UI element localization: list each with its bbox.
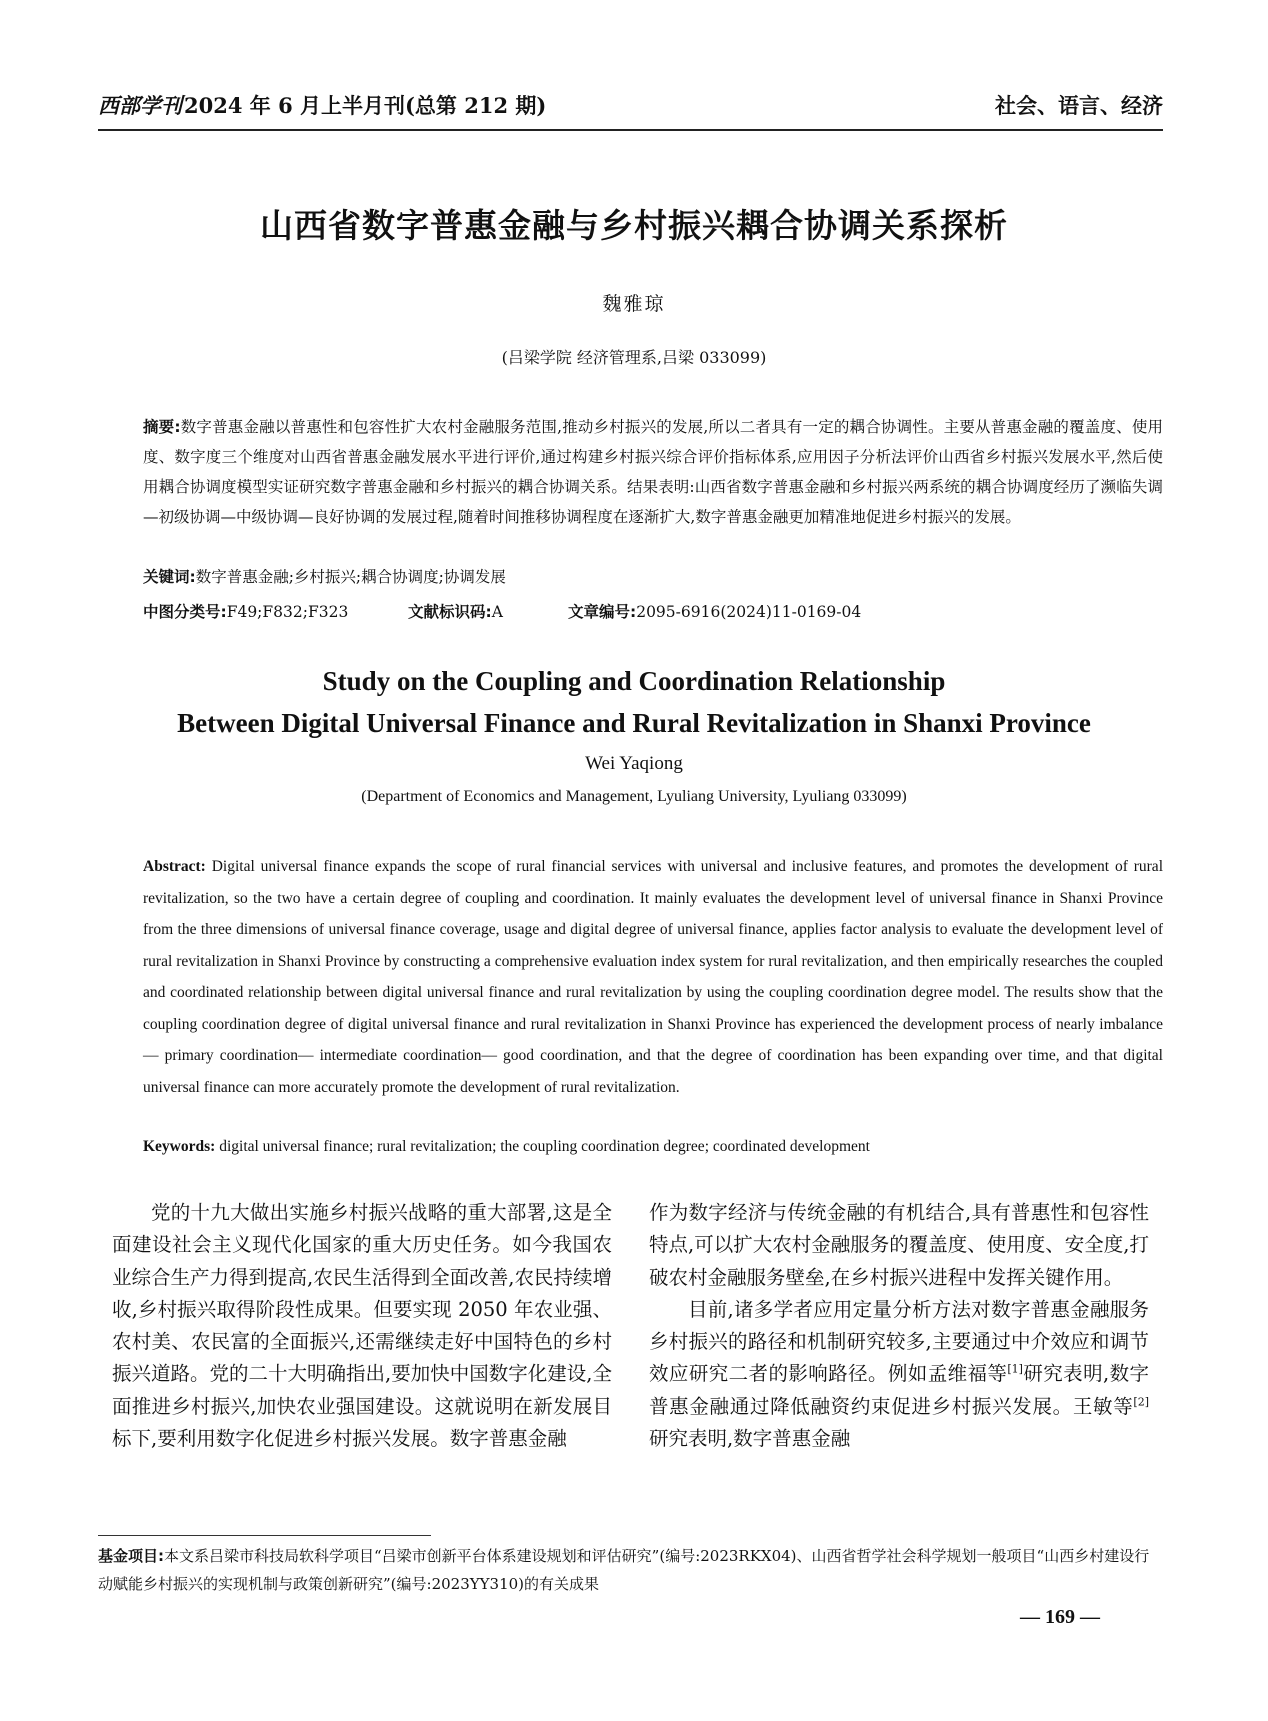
issue-info: 2024 年 6 月上半月刊(总第 212 期) [184, 93, 547, 118]
abstract-cn-label: 摘要: [143, 418, 181, 436]
abstract-cn [143, 412, 1163, 532]
affiliation-cn: (吕梁学院 经济管理系,吕梁 033099) [501, 348, 767, 367]
abstract-en [143, 851, 1163, 1103]
section-name: 社会、语言、经济 [995, 94, 1163, 118]
title-en-line1: Study on the Coupling and Coordination Relationship [322, 666, 946, 696]
body-paragraph: 目前,诸多学者应用定量分析方法对数字普惠金融服务乡村振兴的路径和机制研究较多,主要通过中介效应和调节效应研究二者的影响路径。例如孟维福等[1]研究表明,数字普惠金融通过降低融资约束促进乡村振兴发展。王敏等[2]研究表明,数字普惠金融 [649, 1297, 1149, 1451]
title-en-line2: Between Digital Universal Finance and Rural Revitalization in Shanxi Province [177, 708, 1091, 738]
affiliation-en: (Department of Economics and Management, Lyuliang University, Lyuliang 033099) [361, 788, 907, 805]
page-number: — 169 — [1020, 1606, 1100, 1628]
body-column-right [649, 1197, 1149, 1455]
body-column-left [112, 1197, 612, 1455]
keywords-en-text: digital universal finance; rural revitalization; the coupling coordination degree; coordinated development [215, 1138, 870, 1155]
footnote-divider [98, 1535, 431, 1536]
abstract-en-label: Abstract: [143, 858, 206, 875]
footnote-label: 基金项目: [98, 1547, 164, 1565]
title-cn: 山西省数字普惠金融与乡村振兴耦合协调关系探析 [260, 206, 1008, 245]
page-header [98, 90, 1163, 126]
keywords-en-label: Keywords: [143, 1138, 216, 1155]
keywords-cn-text: 数字普惠金融;乡村振兴;耦合协调度;协调发展 [195, 568, 506, 586]
journal-issue [98, 90, 546, 120]
body-paragraph: 作为数字经济与传统金融的有机结合,具有普惠性和包容性特点,可以扩大农村金融服务的覆盖度、使用度、安全度,打破农村金融服务壁垒,在乡村振兴进程中发挥关键作用。 [649, 1201, 1149, 1289]
body-paragraph: 党的十九大做出实施乡村振兴战略的重大部署,这是全面建设社会主义现代化国家的重大历史任务。如今我国农业综合生产力得到提高,农民生活得到全面改善,农民持续增收,乡村振兴取得阶段性成果。但要实现 2050 年农业强、农村美、农民富的全面振兴,还需继续走好中国特色的乡村振兴道路。党的二十大明确指出,要加快中国数字化建设,全面推进乡村振兴,加快农业强国建设。这就说明在新发展目标下,要利用数字化促进乡村振兴发展。数字普惠金融 [112, 1201, 612, 1451]
keywords-cn [143, 565, 1163, 587]
clc-code: 中图分类号:F49;F832;F323 [143, 603, 349, 621]
abstract-en-text: Digital universal finance expands the scope of rural financial services with universal and inclusive features, and promotes the development of rural revitalization, so the two have a certain degree of coupling and coordination. It mainly evaluates the development level of universal finance in Shanxi Province from the three dimensions of universal finance coverage, usage and digital degree of universal finance, applies factor analysis to evaluate the development level of rural revitalization in Shanxi Province by constructing a comprehensive evaluation index system for rural revitalization, and then empirically researches the coupled and coordinated relationship between digital universal finance and rural revitalization by using the coupling coordination degree model. The results show that the coupling coordination degree of digital universal finance and rural revitalization in Shanxi Province has experienced the development process of nearly imbalance— primary coordination— intermediate coordination— good coordination, and that the degree of coordination has been expanding over time, and that digital universal finance can more accurately promote the development of rural revitalization. [143, 858, 1163, 1096]
citation-ref[interactable]: [2] [1133, 1395, 1149, 1409]
footnote-text: 本文系吕梁市科技局软科学项目“吕梁市创新平台体系建设规划和评估研究”(编号:2023RKX04)、山西省哲学社会科学规划一般项目“山西乡村建设行动赋能乡村振兴的实现机制与政策创新研究”(编号:2023YY310)的有关成果 [98, 1547, 1150, 1593]
article-number: 文章编号:2095-6916(2024)11-0169-04 [568, 603, 862, 621]
author-en: Wei Yaqiong [585, 753, 683, 774]
header-divider [98, 129, 1163, 131]
footnote [98, 1542, 1163, 1598]
abstract-cn-text: 数字普惠金融以普惠性和包容性扩大农村金融服务范围,推动乡村振兴的发展,所以二者具有一定的耦合协调性。主要从普惠金融的覆盖度、使用度、数字度三个维度对山西省普惠金融发展水平进行评价,通过构建乡村振兴综合评价指标体系,应用因子分析法评价山西省乡村振兴发展水平,然后使用耦合协调度模型实证研究数字普惠金融和乡村振兴的耦合协调关系。结果表明:山西省数字普惠金融和乡村振兴两系统的耦合协调度经历了濒临失调—初级协调—中级协调—良好协调的发展过程,随着时间推移协调程度在逐渐扩大,数字普惠金融更加精准地促进乡村振兴的发展。 [143, 418, 1163, 526]
keywords-cn-label: 关键词: [143, 568, 196, 586]
journal-logo: 西部学刊 [98, 93, 182, 118]
citation-ref[interactable]: [1] [1007, 1362, 1023, 1376]
document-code: 文献标识码:A [408, 603, 503, 621]
keywords-en [143, 1138, 1163, 1156]
author-cn: 魏雅琼 [602, 293, 666, 315]
classification-line [143, 600, 1163, 622]
